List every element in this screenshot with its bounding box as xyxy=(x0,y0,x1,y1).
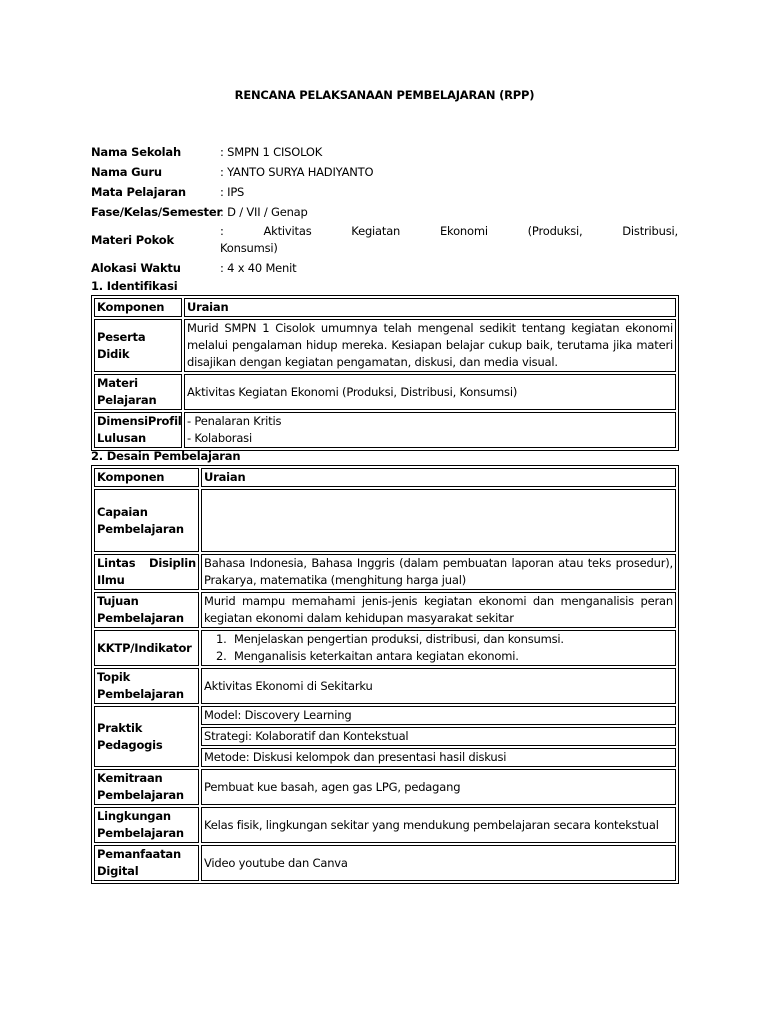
list-item: 1. Menjelaskan pengertian produksi, distribusi, dan konsumsi. xyxy=(230,631,673,648)
info-row-topic xyxy=(91,222,678,258)
praktik-subtable xyxy=(201,704,676,769)
info-label: Alokasi Waktu xyxy=(91,261,181,275)
row-label-tujuan: Tujuan Pembelajaran xyxy=(94,592,199,628)
list-item: - Kolaborasi xyxy=(187,431,252,445)
row-label-digital: Pemanfaatan Digital xyxy=(94,845,199,881)
table-row xyxy=(94,374,676,410)
row-text-capaian xyxy=(201,489,676,552)
row-text-digital: Video youtube dan Canva xyxy=(201,845,676,881)
praktik-subrow xyxy=(201,706,676,725)
table-row xyxy=(94,319,676,372)
table-row xyxy=(94,412,676,448)
praktik-strategi: Strategi: Kolaboratif dan Kontekstual xyxy=(201,727,676,746)
topic-line-1 xyxy=(220,223,678,240)
topic-word: Kegiatan xyxy=(351,224,401,238)
row-text-peserta-didik: Murid SMPN 1 Cisolok umumnya telah mengenal sedikit tentang kegiatan ekonomi melalui pengalaman hidup mereka. Kesiapan belajar cukup baik, terutama jika materi disajikan dengan kegiatan pengamatan, diskusi, dan media visual. xyxy=(184,319,676,372)
row-label-praktik: Praktik Pedagogis xyxy=(94,706,199,767)
table-row xyxy=(94,668,676,704)
table-row xyxy=(94,807,676,843)
info-row-phase xyxy=(91,202,678,222)
info-row-school xyxy=(91,142,678,162)
table-row xyxy=(94,769,676,805)
row-label-topik: Topik Pembelajaran xyxy=(94,668,199,704)
info-label: Fase/Kelas/Semester xyxy=(91,205,222,219)
row-text-kktp xyxy=(201,630,676,666)
row-text-kemitraan: Pembuat kue basah, agen gas LPG, pedagang xyxy=(201,769,676,805)
row-label-peserta-didik: Peserta Didik xyxy=(94,319,182,372)
list-item: 2. Menganalisis keterkaitan antara kegiatan ekonomi. xyxy=(230,648,673,665)
header-komponen: Komponen xyxy=(94,468,199,487)
header-uraian: Uraian xyxy=(201,468,676,487)
section-title-identifikasi: 1. Identifikasi xyxy=(91,279,178,293)
desain-table xyxy=(91,465,679,884)
info-label: Nama Sekolah xyxy=(91,145,181,159)
row-text-tujuan: Murid mampu memahami jenis-jenis kegiatan ekonomi dan menganalisis peran kegiatan ekonomi dalam kehidupan masyarakat sekitar xyxy=(201,592,676,628)
table-header-row xyxy=(94,468,676,487)
table-row xyxy=(94,592,676,628)
praktik-subrow xyxy=(201,748,676,767)
row-label-lingkungan: Lingkungan Pembelajaran xyxy=(94,807,199,843)
label-line: Ilmu xyxy=(97,573,125,587)
document-title: RENCANA PELAKSANAAN PEMBELAJARAN (RPP) xyxy=(234,88,535,102)
row-label-kktp: KKTP/Indikator xyxy=(94,630,199,666)
section-title-desain: 2. Desain Pembelajaran xyxy=(91,449,241,463)
label-line xyxy=(97,413,182,430)
topic-word: Ekonomi xyxy=(439,224,488,238)
table-row xyxy=(94,706,676,767)
row-text-praktik xyxy=(201,706,676,767)
topic-word: Distribusi, xyxy=(622,224,678,238)
row-label-materi-pelajaran: Materi Pelajaran xyxy=(94,374,182,410)
row-text-topik: Aktivitas Ekonomi di Sekitarku xyxy=(201,668,676,704)
row-text-dimensi-profil xyxy=(184,412,676,448)
table-header-row xyxy=(94,298,676,317)
info-label: Materi Pokok xyxy=(91,232,174,247)
label-word: Disiplin xyxy=(149,556,196,570)
info-value: : 4 x 40 Menit xyxy=(220,261,297,275)
topic-line-2: Konsumsi) xyxy=(220,241,278,255)
topic-word: : xyxy=(220,224,224,238)
identifikasi-table xyxy=(91,295,679,451)
praktik-subrow xyxy=(201,727,676,746)
row-label-capaian: Capaian Pembelajaran xyxy=(94,489,199,552)
praktik-metode: Metode: Diskusi kelompok dan presentasi hasil diskusi xyxy=(201,748,676,767)
label-word: Dimensi xyxy=(97,414,148,428)
info-row-teacher xyxy=(91,162,678,182)
row-text-lingkungan: Kelas fisik, lingkungan sekitar yang mendukung pembelajaran secara kontekstual xyxy=(201,807,676,843)
table-row xyxy=(94,554,676,590)
school-info xyxy=(91,142,678,278)
label-line: Lulusan xyxy=(97,431,147,445)
info-value: : YANTO SURYA HADIYANTO xyxy=(220,165,374,179)
topic-word: (Produksi, xyxy=(527,224,583,238)
header-komponen: Komponen xyxy=(94,298,182,317)
row-label-dimensi-profil xyxy=(94,412,182,448)
info-label: Nama Guru xyxy=(91,165,162,179)
row-text-lintas: Bahasa Indonesia, Bahasa Inggris (dalam pembuatan laporan atau teks prosedur), Prakarya, matematika (menghitung harga jual) xyxy=(201,554,676,590)
praktik-model: Model: Discovery Learning xyxy=(201,706,676,725)
info-value: : D / VII / Genap xyxy=(220,205,308,219)
info-row-subject xyxy=(91,182,678,202)
label-word: Lintas xyxy=(97,556,136,570)
topic-word: Aktivitas xyxy=(263,224,312,238)
row-label-lintas xyxy=(94,554,199,590)
row-label-kemitraan: Kemitraan Pembelajaran xyxy=(94,769,199,805)
label-word: Profil xyxy=(147,414,182,428)
label-line xyxy=(97,555,196,572)
info-value: : IPS xyxy=(220,185,245,199)
table-row xyxy=(94,489,676,552)
table-row xyxy=(94,630,676,666)
header-uraian: Uraian xyxy=(184,298,676,317)
table-row xyxy=(94,845,676,881)
info-value xyxy=(220,223,678,257)
row-text-materi-pelajaran: Aktivitas Kegiatan Ekonomi (Produksi, Distribusi, Konsumsi) xyxy=(184,374,676,410)
kktp-list xyxy=(204,631,673,665)
info-row-time xyxy=(91,258,678,278)
info-value: : SMPN 1 CISOLOK xyxy=(220,145,323,159)
info-label: Mata Pelajaran xyxy=(91,185,186,199)
list-item: - Penalaran Kritis xyxy=(187,414,282,428)
